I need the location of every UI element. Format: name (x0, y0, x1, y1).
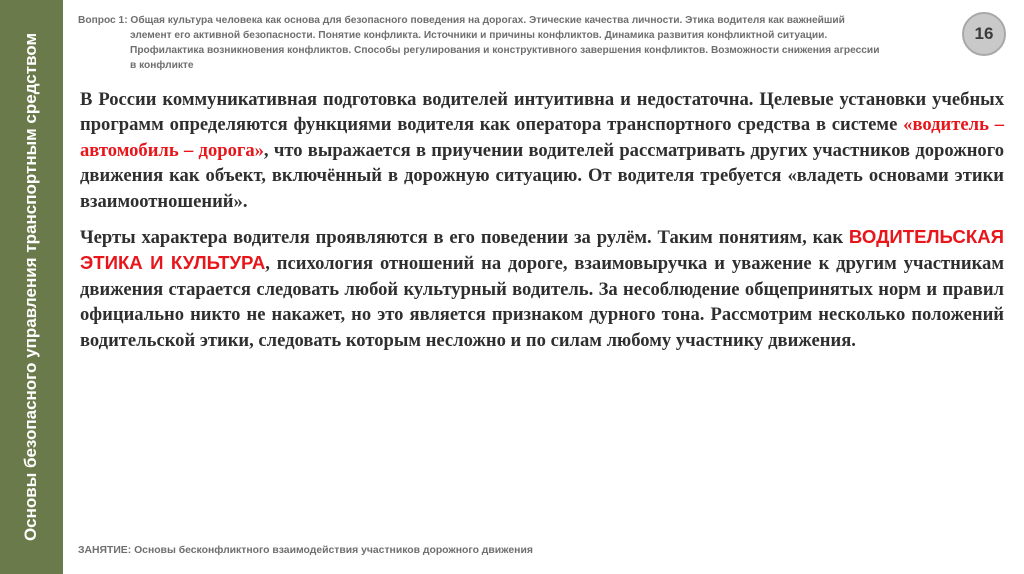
sidebar (0, 0, 63, 574)
main-content (80, 87, 1004, 363)
paragraph-1-text-b: , что выражается в приучении водителей рассматривать других участников дорожного движения как объект, включённый в дорожную ситуацию. От водителя требуется «владеть основами этики взаимоотношений». (80, 139, 1004, 212)
sidebar-title: Основы безопасного управления транспортным средством (21, 32, 40, 542)
paragraph-2-text-b: , психология отношений на дороге, взаимовыручка и уважение к другим участникам движения старается следовать любой культурный водитель. За несоблюдение общепринятых норм и правил официально никто не накажет, но это является признаком дурного тона. Рассмотрим несколько положений водительской этики, следовать которым несложно и по силам любому участнику движения. (80, 253, 1004, 351)
question-header (78, 13, 948, 73)
ethics-highlight: ВОДИТЕЛЬСКАЯ ЭТИКА И КУЛЬТУРА (80, 226, 1004, 274)
header-line-2: элемент его активной безопасности. Понятие конфликта. Источники и причины конфликтов. Динамика развития конфликтной ситуации. (130, 30, 828, 41)
slide-number-badge: 16 (962, 12, 1006, 56)
lesson-footer: ЗАНЯТИЕ: Основы бесконфликтного взаимодействия участников дорожного движения (78, 545, 533, 556)
header-line-1: Вопрос 1: Общая культура человека как основа для безопасного поведения на дорогах. Этические качества личности. Этика водителя как важнейший (78, 15, 845, 26)
paragraph-2-text-a: Черты характера водителя проявляются в его поведении за рулём. Таким понятиям, как (80, 227, 849, 249)
paragraph-1-text-a: В России коммуникативная подготовка водителей интуитивна и недостаточна. Целевые установки учебных программ определяются функциями водителя как оператора транспортного средства в системе (80, 89, 1004, 136)
header-line-3: Профилактика возникновения конфликтов. Способы регулирования и конструктивного завершения конфликтов. Возможности снижения агрессии (130, 45, 880, 56)
header-line-4: в конфликте (130, 60, 194, 71)
paragraph-2 (80, 224, 1004, 353)
system-highlight: «водитель – автомобиль – дорога» (80, 114, 1005, 161)
paragraph-1 (80, 87, 1004, 214)
